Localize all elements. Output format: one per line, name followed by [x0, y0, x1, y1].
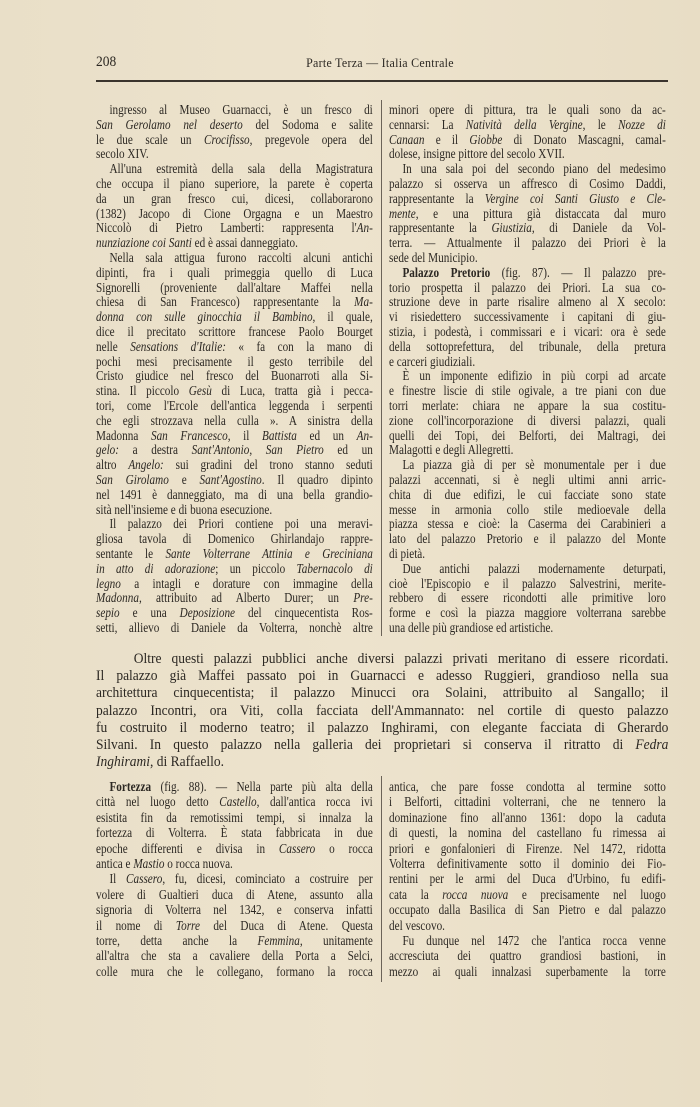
text-segment: È un imponente edifizio in più corpi ad arcate: [402, 369, 666, 385]
bottom-right-column: [389, 780, 668, 980]
text-line: [389, 415, 666, 430]
text-segment: pochi mesi precisamente il gesto terribile del: [96, 354, 373, 370]
text-line: [389, 578, 666, 593]
text-line: [389, 104, 666, 119]
text-segment: mezzo ai quali innalzasi superbamente la torre: [389, 964, 666, 980]
text-segment: sità nell'insieme e di buona esecuzione.: [96, 502, 273, 518]
text-segment: palazzo si osserva un affresco di Cosimo Daddi,: [389, 176, 666, 192]
text-line: [96, 370, 373, 385]
text-line: [389, 237, 666, 252]
text-line: [389, 193, 666, 208]
text-segment: all'altra che sta a cavaliere della Porta a Selci,: [96, 949, 373, 965]
text-line: [389, 518, 666, 533]
bottom-left-column: [96, 780, 373, 980]
italic-text: gelo:: [96, 443, 120, 459]
text-segment: , il quale,: [312, 310, 373, 326]
text-line: [96, 237, 373, 252]
text-segment: , di Daniele da Vol-: [531, 221, 666, 237]
text-segment: epoche differenti e divisa in: [96, 841, 279, 857]
text-segment: sui gradini del trono stanno seduti: [163, 458, 373, 474]
text-segment: piazza stessa e cioè: la Caserma dei Carabinieri a: [389, 517, 666, 533]
italic-text: in atto di adorazione: [96, 561, 216, 577]
text-segment: città nel luogo detto: [96, 795, 220, 811]
text-segment: forme e così la piazza maggiore volterrana sarebbe: [389, 606, 666, 622]
text-line: [96, 651, 668, 668]
text-line: [389, 919, 666, 934]
text-line: [389, 134, 666, 149]
text-line: [389, 795, 666, 810]
text-segment: gliosa tavola di Domenico Ghirlandajo rappre-: [96, 532, 373, 548]
column-divider-bottom: [381, 776, 382, 982]
text-line: [96, 430, 373, 445]
text-line: [96, 341, 373, 356]
text-line: [96, 134, 373, 149]
text-line: [96, 592, 373, 607]
text-segment: rappresentante la: [389, 191, 485, 207]
text-segment: una delle più grandiose ed artistiche.: [389, 620, 554, 636]
text-segment: stizia, i podestà, i commissari e i vicari: ora è sede: [389, 324, 666, 340]
text-line: [389, 504, 666, 519]
text-segment: del Sodoma e salite: [242, 117, 373, 133]
text-segment: da un gran fresco cui, dicesi, collaborarono: [96, 191, 373, 207]
text-segment: priori e gonfalonieri di Firenze. Nel 1472, ridotta: [389, 841, 666, 857]
text-line: [96, 578, 373, 593]
text-segment: struzione deve in parte risalire almeno al X secolo:: [389, 295, 666, 311]
text-segment: del Duca di Atene. Questa: [199, 918, 373, 934]
italic-text: Femmina: [257, 934, 300, 950]
text-line: [389, 252, 666, 267]
text-segment: ed è assai danneggiato.: [191, 236, 298, 252]
text-segment: . Il quadro dipinto: [261, 472, 373, 488]
text-segment: torre, detta anche la: [96, 934, 258, 950]
text-line: [96, 311, 373, 326]
text-line: [96, 148, 373, 163]
italic-text: Giustizia: [491, 221, 532, 237]
bold-heading: Fortezza: [109, 780, 152, 795]
text-line: [96, 444, 373, 459]
text-segment: cata la: [389, 887, 443, 903]
text-segment: a destra: [119, 443, 192, 459]
text-line: [96, 548, 373, 563]
italic-text: Madonna: [96, 591, 139, 607]
text-line: [389, 148, 666, 163]
text-line: [96, 178, 373, 193]
text-line: [389, 622, 666, 637]
text-line: [96, 780, 373, 795]
text-segment: a intagli e dorature con immagine della: [120, 576, 373, 592]
text-segment: cioè l'Episcopio e il palazzo Salvestrini, merite-: [389, 576, 666, 592]
text-segment: Il: [109, 872, 127, 888]
text-line: [96, 459, 373, 474]
text-line: [389, 949, 666, 964]
text-segment: occupato dalla Basilica di San Pietro e dal palazzo: [389, 903, 666, 919]
italic-text: An-: [356, 428, 373, 444]
text-segment: di Donato Mascagni, camal-: [502, 132, 666, 148]
text-segment: architettura cinquecentista; il palazzo Minucci ora Solaini, attribuito al Sangallo; il: [96, 685, 669, 702]
text-line: [96, 208, 373, 223]
text-line: [96, 385, 373, 400]
text-line: [96, 888, 373, 903]
text-line: [96, 504, 373, 519]
text-line: [389, 119, 666, 134]
paragraph: [389, 370, 666, 459]
text-segment: antica, che pare fosse condotta al termine sotto: [389, 780, 666, 795]
italic-text: Torre: [175, 918, 200, 934]
text-segment: chita di due edifizi, le cui facciate sono state: [389, 487, 666, 503]
text-segment: rentini per le armi del Duca d'Urbino, fu edifi-: [389, 872, 666, 888]
text-segment: Silvani. In questo palazzo nella galleria dei proprietari si conserva il ritratto di: [96, 737, 636, 754]
text-segment: ingresso al Museo Guarnacci, è un fresco di: [109, 103, 373, 118]
text-segment: tori, come l'Ercole dell'antica leggenda i serpenti: [96, 398, 373, 414]
text-segment: i Belforti, cittadini volterrani, che ne tennero la: [389, 795, 666, 811]
text-segment: « fa con la mano di: [225, 339, 373, 355]
italic-text: Sensations d'Italie:: [130, 339, 226, 355]
text-segment: ed un: [323, 443, 373, 459]
text-line: [96, 949, 373, 964]
text-segment: lato del palazzo Pretorio e il palazzo del Monte: [389, 532, 666, 548]
text-line: [96, 826, 373, 841]
text-line: [389, 222, 666, 237]
italic-text: Castello: [219, 795, 257, 811]
text-segment: , di Raffaello.: [150, 754, 224, 771]
text-segment: rappresentante la: [389, 221, 492, 237]
paragraph: [96, 780, 373, 872]
italic-text: Canaan: [389, 132, 425, 148]
text-segment: del vescovo.: [389, 918, 445, 934]
text-segment: In una sala poi del secondo piano del medesimo: [402, 162, 666, 178]
text-line: [389, 385, 666, 400]
italic-text: San Pietro: [265, 443, 324, 459]
text-segment: torio prospetta il palazzo dei Priori. La sua co-: [389, 280, 666, 296]
italic-text: Inghirami: [96, 754, 150, 771]
italic-text: Fedra: [635, 737, 669, 754]
text-line: [96, 607, 373, 622]
text-line: [389, 370, 666, 385]
text-segment: e: [168, 472, 200, 488]
italic-text: legno: [96, 576, 121, 592]
italic-text: An-: [356, 221, 373, 237]
text-line: [96, 563, 373, 578]
text-line: [96, 104, 373, 119]
text-line: [96, 296, 373, 311]
italic-text: Pre-: [353, 591, 373, 607]
column-divider-top: [381, 100, 382, 636]
text-line: [96, 400, 373, 415]
paragraph: [389, 934, 666, 980]
text-segment: dice il precitato scrittore francese Paolo Bourget: [96, 324, 373, 340]
text-segment: o rocca: [315, 841, 373, 857]
text-line: [96, 720, 668, 737]
text-line: [96, 903, 373, 918]
text-segment: messe in armonia collo stile medioevale della: [389, 502, 666, 518]
text-segment: che egli strozzava nella culla ». A sinistra della: [96, 413, 373, 429]
text-line: [96, 415, 373, 430]
text-segment: vi risiedettero successivamente i capitani di giu-: [389, 310, 666, 326]
paragraph: [96, 518, 373, 636]
text-segment: , pregevole opera del: [249, 132, 373, 148]
text-line: [389, 872, 666, 887]
text-line: [96, 267, 373, 282]
text-segment: palazzo Incontri, ora Viti, colla facciata dell'Ammannato: nel cortile di questo palazzo: [96, 702, 669, 719]
text-segment: cennarsi: La: [389, 117, 466, 133]
text-segment: setti, allievo di Daniele da Volterra, nonchè altre: [96, 620, 373, 636]
italic-text: sepio: [96, 606, 120, 622]
text-segment: dipinti, fra i quali primeggia quello di Luca: [96, 265, 373, 281]
text-line: [389, 444, 666, 459]
italic-text: Angelo:: [128, 458, 164, 474]
text-line: [96, 474, 373, 489]
text-segment: Niccolò di Pietro Lamberti: rappresenta l': [96, 221, 357, 237]
text-segment: fortezza di Volterra. È stata fabbricata in due: [96, 826, 373, 842]
text-segment: , dall'antica rocca ivi: [256, 795, 373, 811]
text-segment: sentante le: [96, 546, 166, 562]
text-segment: La piazza già di per sè monumentale per i due: [402, 458, 666, 474]
bold-heading: Palazzo Pretorio: [402, 265, 491, 281]
paragraph: [96, 163, 373, 252]
top-left-column: [96, 104, 373, 637]
text-line: [389, 296, 666, 311]
italic-text: Vergine coi Santi Giusto e Cle-: [484, 191, 666, 207]
paragraph: [96, 651, 668, 771]
text-line: [389, 400, 666, 415]
text-line: [96, 857, 373, 872]
text-line: [389, 780, 666, 795]
text-line: [389, 857, 666, 872]
text-line: [96, 282, 373, 297]
text-segment: Il palazzo dei Priori contiene poi una meravi-: [109, 517, 373, 533]
text-segment: signoria di Volterra nel 1342, e conserva infatti: [96, 903, 373, 919]
text-line: [389, 459, 666, 474]
paragraph: [389, 163, 666, 267]
text-segment: ; un piccolo: [215, 561, 297, 577]
italic-text: donna con sulle ginocchia il Bambino: [96, 310, 313, 326]
text-segment: di Luca, tratta già i pecca-: [211, 384, 373, 400]
text-line: [389, 326, 666, 341]
text-segment: stina. Il piccolo: [96, 384, 189, 400]
text-line: [96, 518, 373, 533]
text-segment: palazzi accennati, si è negli ultimi anni arric-: [389, 472, 666, 488]
paragraph: [96, 104, 373, 163]
text-line: [389, 563, 666, 578]
italic-text: mente: [389, 206, 416, 222]
text-segment: che occupa il piano superiore, la parete è coperta: [96, 176, 373, 192]
text-line: [96, 222, 373, 237]
text-segment: secolo XIV.: [96, 147, 149, 163]
paragraph: [96, 252, 373, 518]
text-line: [389, 842, 666, 857]
text-segment: (1382) Jacopo di Cione Orgagna e un Maestro: [96, 206, 373, 222]
text-line: [96, 119, 373, 134]
text-line: [96, 622, 373, 637]
paragraph: [389, 563, 666, 637]
text-segment: e una: [119, 606, 180, 622]
text-segment: , attribuito ad Alberto Durer; un: [138, 591, 354, 607]
text-line: [96, 685, 668, 702]
text-line: [96, 934, 373, 949]
text-line: [389, 489, 666, 504]
italic-text: San Francesco: [150, 428, 228, 444]
text-segment: Due antichi palazzi modernamente deturpati,: [402, 561, 666, 577]
text-line: [389, 903, 666, 918]
italic-text: Sante Volterrane Attinia e Greciniana: [165, 546, 373, 562]
text-line: [389, 341, 666, 356]
italic-text: San Gerolamo nel deserto: [96, 117, 243, 133]
text-line: [389, 548, 666, 563]
header-rule: [96, 80, 668, 82]
text-segment: le due scale un: [96, 132, 205, 148]
text-line: [389, 163, 666, 178]
italic-text: Gesù: [188, 384, 212, 400]
text-line: [96, 193, 373, 208]
text-line: [96, 533, 373, 548]
italic-text: Deposizione: [179, 606, 236, 622]
text-segment: e precisamente nel luogo: [508, 887, 666, 903]
italic-text: Cassero: [278, 841, 316, 857]
italic-text: Mastio: [133, 857, 165, 873]
text-segment: colle mura che le collegano, formano la rocca: [96, 964, 373, 980]
text-line: [389, 267, 666, 282]
text-line: [96, 668, 668, 685]
italic-text: San Girolamo: [96, 472, 169, 488]
text-line: [96, 326, 373, 341]
text-line: [96, 872, 373, 887]
text-line: [389, 208, 666, 223]
text-segment: Fu dunque nel 1472 che l'antica rocca venne: [402, 934, 666, 950]
text-segment: Madonna: [96, 428, 151, 444]
text-line: [389, 965, 666, 980]
italic-text: Sant'Antonio: [191, 443, 250, 459]
text-segment: nel 1491 è danneggiato, ma di una bella grandio-: [96, 487, 373, 503]
text-segment: quelli dei Topi, dei Belforti, dei Maltragi, dei: [389, 428, 666, 444]
text-segment: torri merlate: chiara ne appare la sua costitu-: [389, 398, 666, 414]
text-segment: antica e: [96, 857, 134, 873]
text-segment: Il palazzo già Maffei passato poi in Guarnacci e adesso Ruggieri, grandioso nella sua: [96, 668, 669, 685]
text-line: [96, 842, 373, 857]
italic-text: Ma-: [354, 295, 373, 311]
text-segment: e finestre liscie di stile ogivale, a tre piani con due: [389, 384, 666, 400]
text-segment: il nome di: [96, 918, 176, 934]
paragraph: [96, 872, 373, 980]
text-segment: , le: [582, 117, 619, 133]
text-segment: di pietà.: [389, 546, 426, 562]
text-segment: altro: [96, 458, 129, 474]
text-line: [389, 607, 666, 622]
text-line: [96, 252, 373, 267]
text-line: [389, 811, 666, 826]
text-line: [96, 163, 373, 178]
text-segment: zione coll'incorporazione di diversi palazzi, quali: [389, 413, 666, 429]
text-segment: di questi, la nomina del castellano fu rimessa ai: [389, 826, 666, 842]
text-segment: , il: [227, 428, 263, 444]
text-segment: esistita fin da remotissimi tempi, si innalza la: [96, 810, 373, 826]
text-line: [96, 737, 668, 754]
text-line: [389, 533, 666, 548]
text-segment: , fu, dicesi, cominciato a costruire per: [162, 872, 373, 888]
text-segment: Cristo giudice nel fresco del Buonarroti alla Si-: [96, 369, 373, 385]
paragraph: [389, 780, 666, 934]
text-segment: terra. — Attualmente il palazzo dei Priori è la: [389, 236, 666, 252]
text-line: [96, 754, 668, 771]
text-segment: e carceri giudiziali.: [389, 354, 476, 370]
text-line: [389, 474, 666, 489]
text-segment: Malagotti e degli Allegretti.: [389, 443, 514, 459]
text-line: [389, 592, 666, 607]
paragraph: [389, 459, 666, 563]
italic-text: Giobbe: [469, 132, 503, 148]
text-segment: Oltre questi palazzi pubblici anche diversi palazzi privati meritano di essere ricordati.: [133, 651, 669, 667]
text-segment: rebbero di essere ricondotti alle primitive loro: [389, 591, 666, 607]
text-segment: minori opere di pittura, tra le quali sono da ac-: [389, 103, 666, 118]
text-line: [389, 178, 666, 193]
text-segment: volere di Gualtieri duca di Atene, assunto alla: [96, 887, 373, 903]
text-segment: del cinquecentista Ros-: [235, 606, 373, 622]
text-segment: e il: [424, 132, 470, 148]
text-segment: o rocca nuova.: [164, 857, 233, 873]
text-line: [96, 965, 373, 980]
text-segment: chiesa di San Francesco) rappresentante la: [96, 295, 355, 311]
italic-text: Sant'Agostino: [199, 472, 262, 488]
text-segment: dominazione fino all'anno 1361: dopo la caduta: [389, 810, 666, 826]
text-segment: , e una pittura già distaccata dal muro: [415, 206, 666, 222]
top-right-column: [389, 104, 668, 637]
italic-text: Tabernacolo di: [296, 561, 373, 577]
text-segment: Signorelli (proveniente dall'altare Maffei nella: [96, 280, 373, 296]
paragraph: [389, 104, 666, 163]
text-line: [96, 811, 373, 826]
text-segment: fu costruito il moderno teatro; il palazzo Inghirami, con elegante facciata di Gherardo: [96, 719, 669, 736]
page-number: 208: [96, 54, 117, 70]
italic-text: Nozze di: [618, 117, 666, 133]
italic-text: Battista: [262, 428, 297, 444]
text-line: [389, 934, 666, 949]
text-segment: All'una estremità della sala della Magistratura: [109, 162, 373, 178]
text-line: [389, 311, 666, 326]
text-line: [96, 919, 373, 934]
paragraph: [389, 267, 666, 371]
italic-text: rocca nuova: [442, 887, 509, 903]
text-line: [96, 795, 373, 810]
text-segment: Volterra definitivamente sotto il dominio dei Fio-: [389, 857, 666, 873]
text-line: [389, 430, 666, 445]
text-segment: , unitamente: [299, 934, 373, 950]
italic-text: nunziazione coi Santi: [96, 236, 192, 252]
text-line: [96, 703, 668, 720]
italic-text: Crocifisso: [204, 132, 250, 148]
italic-text: Cassero: [126, 872, 163, 888]
text-segment: della sottoprefettura, del tribunale, della pretura: [389, 339, 666, 355]
text-segment: accresciuta dei quattro grandiosi bastioni, in: [389, 949, 666, 965]
running-title: Parte Terza — Italia Centrale: [306, 55, 454, 70]
text-line: [389, 888, 666, 903]
text-line: [96, 356, 373, 371]
text-segment: ,: [249, 443, 266, 459]
text-segment: Nella sala attigua furono raccolti alcuni antichi: [109, 250, 373, 266]
text-segment: ed un: [296, 428, 357, 444]
full-width-paragraph: [96, 651, 668, 771]
text-line: [96, 489, 373, 504]
text-segment: sede del Municipio.: [389, 250, 478, 266]
text-segment: (fig. 87). — Il palazzo pre-: [490, 265, 666, 281]
text-segment: (fig. 88). — Nella parte più alta della: [151, 780, 373, 795]
text-segment: nelle: [96, 339, 131, 355]
text-segment: dolese, insigne pittore del secolo XVII.: [389, 147, 565, 163]
italic-text: Natività della Vergine: [465, 117, 583, 133]
text-line: [389, 826, 666, 841]
text-line: [389, 282, 666, 297]
